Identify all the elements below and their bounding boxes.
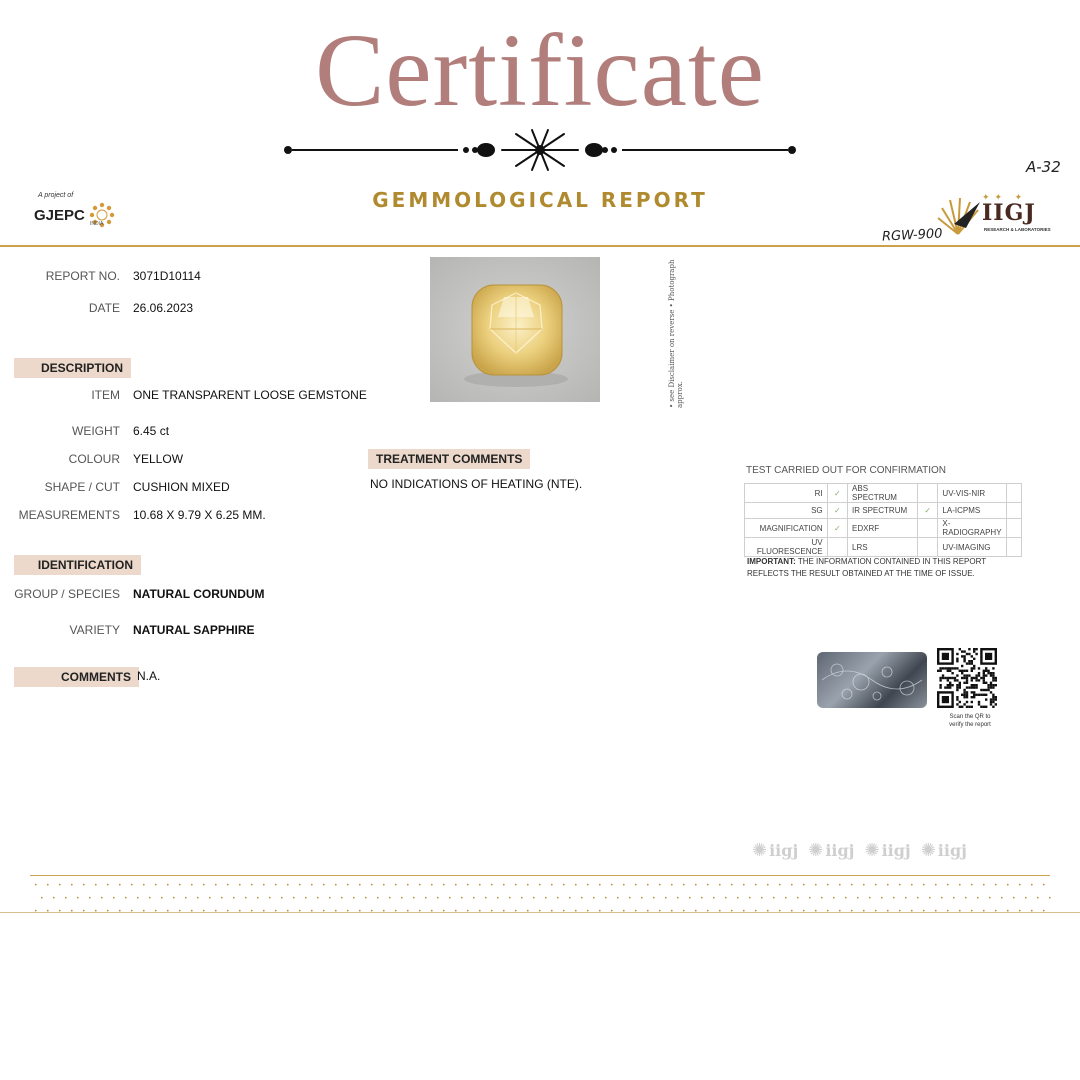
sparkle-icon: • [820,895,824,902]
footer-decorative-band [30,878,1050,914]
handwritten-code: A-32 [1026,158,1061,176]
tests-table [744,483,1022,557]
sparkle-icon: • [532,895,536,902]
sparkle-icon: • [790,882,794,889]
date-label: DATE [88,301,120,315]
empty-cell [1006,503,1021,519]
sparkle-icon: • [772,895,776,902]
sparkle-icon: • [364,895,368,902]
test-name: SG [745,503,828,519]
important-note [747,556,1007,580]
sparkle-icon: • [976,895,980,902]
sparkle-icon: • [874,882,878,889]
sparkle-icon: • [214,882,218,889]
description-heading: DESCRIPTION [14,358,131,378]
group-label: GROUP / SPECIES [14,587,120,601]
item-label: ITEM [91,388,120,402]
sparkle-icon: • [934,882,938,889]
sparkle-icon: • [814,882,818,889]
sparkle-icon: • [712,895,716,902]
sparkle-icon: • [448,895,452,902]
sparkle-icon: • [160,895,164,902]
weight-value: 6.45 ct [133,424,170,438]
sparkle-icon: • [466,882,470,889]
sparkle-icon: • [616,895,620,902]
iigj-sub: RESEARCH & LABORATORIES [984,227,1051,232]
sparkle-icon: • [502,882,506,889]
sparkle-icon: • [832,895,836,902]
sparkle-icon: • [676,895,680,902]
sparkle-icon: • [844,895,848,902]
sparkle-icon: • [52,895,56,902]
iigj-emblem-icon: ✺ [752,840,768,860]
tests-row [745,519,1022,538]
weight-label: WEIGHT [72,424,120,438]
sparkle-icon: • [1048,895,1052,902]
sparkle-icon: • [478,882,482,889]
sparkle-icon: • [706,882,710,889]
sparkle-icon: • [430,882,434,889]
sparkle-icon: • [544,895,548,902]
sparkle-icon: • [58,882,62,889]
sparkle-icon: • [82,882,86,889]
sparkle-icon: • [628,895,632,902]
sparkle-icon: • [838,882,842,889]
sparkle-icon: • [604,895,608,902]
sparkle-icon: • [442,882,446,889]
sparkle-icon: • [88,895,92,902]
measurements-value: 10.68 X 9.79 X 6.25 MM. [133,508,266,522]
sparkle-icon: • [412,895,416,902]
test-name: IR SPECTRUM [848,503,918,519]
check-icon: ✓ [827,519,847,538]
sparkle-icon: • [952,895,956,902]
test-name: X-RADIOGRAPHY [938,519,1006,538]
sparkle-icon: • [274,882,278,889]
sparkle-icon: • [598,882,602,889]
test-name: ABS SPECTRUM [848,484,918,503]
sparkle-icon: • [580,895,584,902]
sparkle-icon: • [622,882,626,889]
sparkle-icon: • [232,895,236,902]
sparkle-icon: • [892,895,896,902]
sparkle-icon: • [754,882,758,889]
sparkle-icon: • [724,895,728,902]
iigj-emblem-icon: ✺ [864,840,880,860]
qr-caption [940,713,1000,729]
sparkle-icon: • [700,895,704,902]
sparkle-icon: • [910,882,914,889]
sparkle-icon: • [664,895,668,902]
check-icon [918,519,938,538]
empty-cell [1006,538,1021,557]
footer-logo-text: iigj [769,841,799,860]
iigj-emblem-icon: ✺ [920,840,936,860]
sparkle-icon: • [1024,895,1028,902]
sparkle-icon: • [106,882,110,889]
sparkle-icon: • [856,895,860,902]
tests-row [745,503,1022,519]
variety-label: VARIETY [69,623,120,637]
important-text: THE INFORMATION CONTAINED IN THIS REPORT REFLECTS THE RESULT OBTAINED AT THE TIME OF ISSUE. [747,557,986,578]
test-name: MAGNIFICATION [745,519,828,538]
sparkle-icon: • [718,882,722,889]
qr-code[interactable] [937,648,997,713]
qr-code-icon [937,648,997,708]
gjepc-sub: INDIA [90,221,104,227]
sparkle-icon: • [796,895,800,902]
footer-bottom-rule [0,912,1080,913]
sparkle-icon: • [64,895,68,902]
sparkle-icon: • [388,895,392,902]
sparkle-icon: • [118,882,122,889]
sparkle-icon: • [868,895,872,902]
footer-logo-text: iigj [881,841,911,860]
measurements-label: MEASUREMENTS [18,508,120,522]
sparkle-icon: • [694,882,698,889]
check-icon: ✓ [918,503,938,519]
sparkle-icon: • [178,882,182,889]
sparkle-icon: • [130,882,134,889]
sparkle-icon: • [220,895,224,902]
iigj-emblem-icon [936,194,982,238]
check-icon: ✓ [827,484,847,503]
sparkle-icon: • [208,895,212,902]
sparkle-icon: • [1012,895,1016,902]
important-label: IMPORTANT: [747,557,796,566]
sparkle-icon: • [862,882,866,889]
sparkle-icon: • [94,882,98,889]
sparkle-icon: • [190,882,194,889]
sparkle-icon: • [784,895,788,902]
sparkle-icon: • [250,882,254,889]
sparkle-icon: • [370,882,374,889]
hologram-pattern [817,652,927,708]
gjepc-project-text: A project of [38,192,74,199]
sparkle-icon: • [514,882,518,889]
test-name: RI [745,484,828,503]
footer-logo [864,840,910,861]
footer-logos [752,840,967,861]
sparkle-icon: • [418,882,422,889]
sparkle-icon: • [982,882,986,889]
sparkle-icon: • [394,882,398,889]
footer-top-rule [30,875,1050,876]
footer-logo [752,840,798,861]
sparkle-icon: • [172,895,176,902]
check-icon: ✓ [827,503,847,519]
variety-value: NATURAL SAPPHIRE [133,623,255,637]
sparkle-icon: • [778,882,782,889]
sparkle-icon: • [520,895,524,902]
sparkle-icon: • [1030,882,1034,889]
sparkle-icon: • [904,895,908,902]
sparkle-icon: • [46,882,50,889]
sparkle-icon: • [562,882,566,889]
sparkle-icon: • [310,882,314,889]
sparkle-icon: • [592,895,596,902]
comments-value: N.A. [137,669,161,683]
sparkle-icon: • [928,895,932,902]
group-value: NATURAL CORUNDUM [133,587,265,601]
sparkle-icon: • [262,882,266,889]
gemstone-photo [430,257,600,402]
sparkle-icon: • [238,882,242,889]
test-name: UV-VIS-NIR [938,484,1006,503]
report-no-value: 3071D10114 [133,269,201,283]
sparkle-icon: • [298,882,302,889]
sparkle-icon: • [508,895,512,902]
sparkle-icon: • [658,882,662,889]
sparkle-icon: • [148,895,152,902]
sparkle-icon: • [40,895,44,902]
sparkle-icon: • [994,882,998,889]
sparkle-icon: • [268,895,272,902]
sparkle-icon: • [328,895,332,902]
footer-logo [921,840,967,861]
empty-cell [1006,519,1021,538]
sparkle-icon: • [958,882,962,889]
sparkle-icon: • [484,895,488,902]
sparkle-icon: • [124,895,128,902]
sparkle-icon: • [472,895,476,902]
security-hologram [817,652,927,708]
sparkle-icon: • [346,882,350,889]
sparkle-icon: • [334,882,338,889]
sparkle-icon: • [70,882,74,889]
sparkle-icon: • [964,895,968,902]
sparkle-icon: • [352,895,356,902]
sparkle-icon: • [244,895,248,902]
sparkle-icon: • [256,895,260,902]
sparkle-icon: • [400,895,404,902]
sparkle-icon: • [292,895,296,902]
sparkle-icon: • [880,895,884,902]
test-name: EDXRF [848,519,918,538]
gemstone-image [430,257,600,402]
sparkle-icon: • [922,882,926,889]
ornament-divider [280,124,800,174]
qr-caption-line-1: Scan the QR to [949,714,991,720]
sparkle-icon: • [280,895,284,902]
sparkle-icon: • [556,895,560,902]
sparkle-icon: • [808,895,812,902]
sparkle-icon: • [898,882,902,889]
sparkle-icon: • [946,882,950,889]
sparkle-icon: • [886,882,890,889]
sparkle-icon: • [766,882,770,889]
tests-row [745,484,1022,503]
item-value: ONE TRANSPARENT LOOSE GEMSTONE [133,388,367,402]
sparkle-icon: • [286,882,290,889]
footer-logo [808,840,854,861]
colour-value: YELLOW [133,452,184,466]
sparkle-icon: • [1018,882,1022,889]
report-no-label: REPORT NO. [45,269,120,283]
test-name: UV-IMAGING [938,538,1006,557]
sparkle-icon: • [496,895,500,902]
sparkle-icon: • [202,882,206,889]
test-name: UV FLUORESCENCE [745,538,828,557]
sparkle-icon: • [76,895,80,902]
sparkle-icon: • [136,895,140,902]
footer-logo-text: iigj [825,841,855,860]
sparkle-icon: • [316,895,320,902]
sparkle-icon: • [142,882,146,889]
sparkle-icon: • [940,895,944,902]
sparkle-icon: • [760,895,764,902]
check-icon [918,484,938,503]
sparkle-icon: • [1006,882,1010,889]
sparkle-icon: • [1036,895,1040,902]
test-name: LRS [848,538,918,557]
sparkle-icon: • [436,895,440,902]
empty-cell [1006,484,1021,503]
sparkle-icon: • [376,895,380,902]
sparkle-icon: • [610,882,614,889]
sparkle-icon: • [970,882,974,889]
report-heading: GEMMOLOGICAL REPORT [372,188,708,212]
sparkle-icon: • [154,882,158,889]
sparkle-icon: • [748,895,752,902]
sparkle-icon: • [826,882,830,889]
sparkle-icon: • [340,895,344,902]
sparkle-icon: • [586,882,590,889]
sparkle-icon: • [736,895,740,902]
iigj-stars-icon: ✦✦ ✦ [982,192,1028,202]
sparkle-icon: • [112,895,116,902]
sparkle-icon: • [1000,895,1004,902]
sparkle-icon: • [802,882,806,889]
comments-heading: COMMENTS [14,667,139,687]
sparkle-icon: • [688,895,692,902]
footer-logo-text: iigj [937,841,967,860]
sparkle-icon: • [406,882,410,889]
sparkle-icon: • [460,895,464,902]
colour-label: COLOUR [68,452,120,466]
iigj-emblem-icon: ✺ [808,840,824,860]
sparkle-icon: • [538,882,542,889]
sparkle-icon: • [568,895,572,902]
iigj-logo [936,192,1056,240]
shape-label: SHAPE / CUT [44,480,120,494]
sparkle-icon: • [490,882,494,889]
qr-caption-line-2: verify the report [949,722,991,728]
tests-heading: TEST CARRIED OUT FOR CONFIRMATION [746,465,947,476]
sparkle-icon: • [850,882,854,889]
sparkle-icon: • [166,882,170,889]
sparkle-icon: • [550,882,554,889]
sparkle-icon: • [670,882,674,889]
sparkle-icon: • [634,882,638,889]
sparkle-icon: • [646,882,650,889]
identification-heading: IDENTIFICATION [14,555,141,575]
sparkle-icon: • [652,895,656,902]
test-name: LA-ICPMS [938,503,1006,519]
sparkle-icon: • [184,895,188,902]
sparkle-icon: • [196,895,200,902]
sparkle-icon: • [526,882,530,889]
sparkle-icon: • [682,882,686,889]
iigj-name: IIGJ [982,200,1036,226]
sparkle-icon: • [424,895,428,902]
gjepc-name: GJEPC [34,206,85,224]
sparkle-icon: • [742,882,746,889]
sparkle-icon: • [382,882,386,889]
check-icon [918,538,938,557]
check-icon [827,538,847,557]
sparkle-icon: • [34,882,38,889]
sparkle-icon: • [304,895,308,902]
date-value: 26.06.2023 [133,301,194,315]
sparkle-icon: • [358,882,362,889]
shape-value: CUSHION MIXED [133,480,230,494]
sparkle-icon: • [988,895,992,902]
sparkle-icon: • [1042,882,1046,889]
sparkle-icon: • [322,882,326,889]
sparkle-icon: • [226,882,230,889]
sparkle-icon: • [730,882,734,889]
sparkle-icon: • [916,895,920,902]
treatment-heading: TREATMENT COMMENTS [368,449,530,469]
sparkle-icon: • [574,882,578,889]
sparkle-icon: • [640,895,644,902]
handwritten-ref: RGW-900 [881,226,943,245]
certificate-title: Certificate [315,13,765,128]
tests-row [745,538,1022,557]
sparkle-icon: • [100,895,104,902]
photo-disclaimer: • see Disclaimer on reverse • Photograph approx. [668,259,684,408]
treatment-value: NO INDICATIONS OF HEATING (NTE). [370,477,583,491]
sparkle-icon: • [454,882,458,889]
header-divider [0,245,1080,247]
